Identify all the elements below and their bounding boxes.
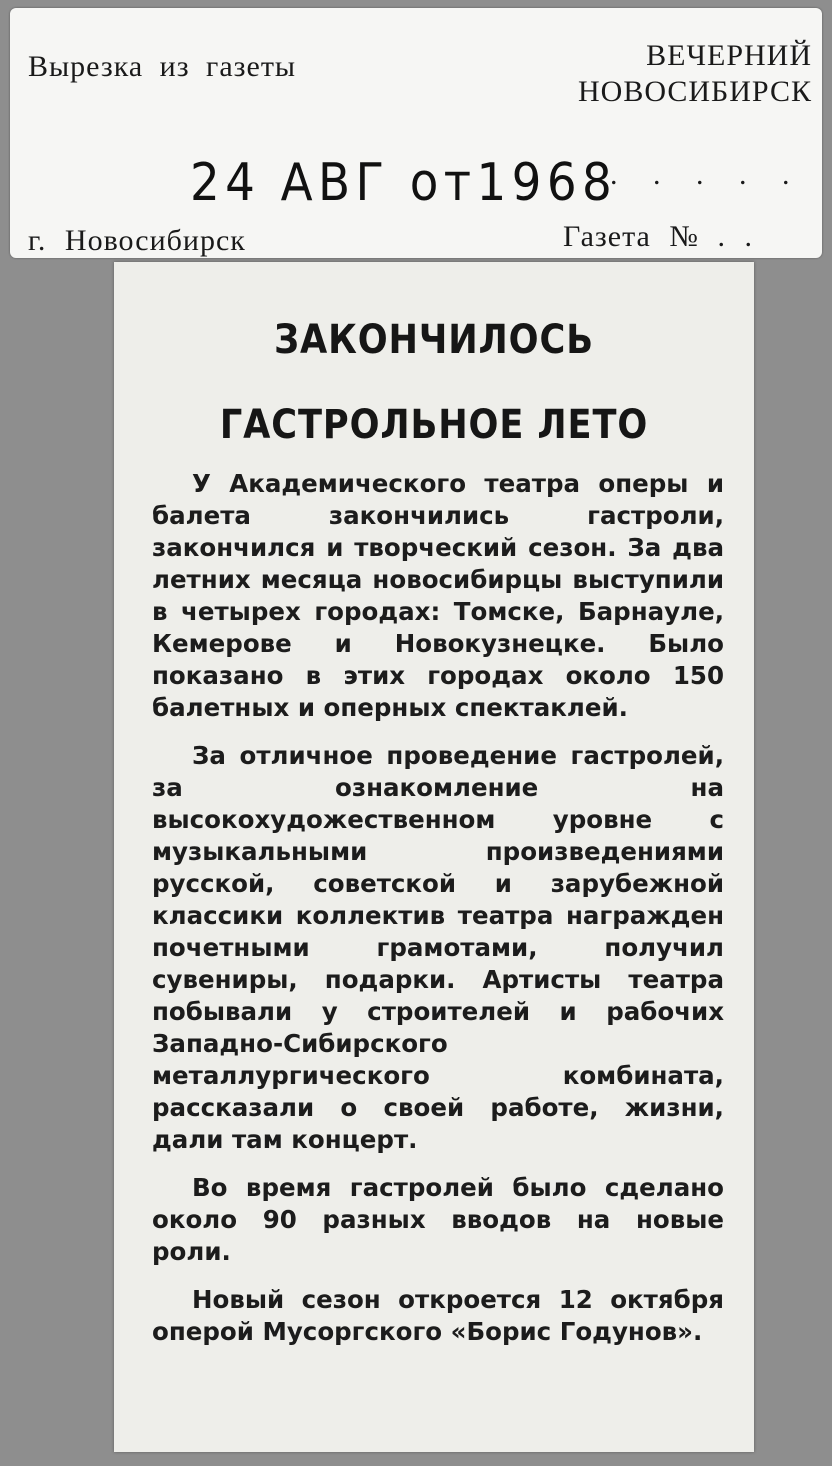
newspaper-clipping [114, 262, 754, 1452]
clipping-label-card [10, 8, 822, 258]
date-dots: . . . . . [610, 158, 804, 191]
headline-line1: ЗАКОНЧИЛОСЬ [274, 317, 594, 363]
article-paragraph: У Академического театра оперы и балета закончились гастроли, закончился и творческий сезон. За два летних месяца новосибирцы выступили в четырех городах: Томске, Барнауле, Кемерове и Новокузнецке. Было показано в этих городах около 150 балетных и оперных спектаклей. [152, 469, 724, 722]
article-body [152, 468, 724, 1348]
article-paragraph: Во время гастролей было сделано около 90 разных вводов на новые роли. [152, 1173, 724, 1266]
headline-line2: ГАСТРОЛЬНОЕ ЛЕТО [219, 402, 649, 448]
city-label: г. Новосибирск [28, 224, 246, 257]
article-paragraph: За отличное проведение гастролей, за ознакомление на высокохудожественном уровне с музыкальными произведениями русской, советской и зарубежной классики коллектив театра награжден почетными грамотами, получил сувениры, подарки. Артисты театра побывали у строителей и рабочих Западно-Сибирского металлургического комбината, рассказали о своей работе, жизни, дали там концерт. [152, 741, 724, 1154]
newspaper-number-label: Газета № . . [563, 220, 753, 253]
newspaper-name-line1: ВЕЧЕРНИЙ [646, 39, 812, 72]
clipping-source-label: Вырезка из газеты [28, 50, 297, 83]
newspaper-name [578, 38, 812, 110]
newspaper-name-line2: НОВОСИБИРСК [577, 75, 812, 108]
date-stamp: 24 АВГ от1968 [190, 153, 618, 213]
article-paragraph: Новый сезон откроется 12 октября оперой Мусоргского «Борис Годунов». [152, 1285, 724, 1346]
